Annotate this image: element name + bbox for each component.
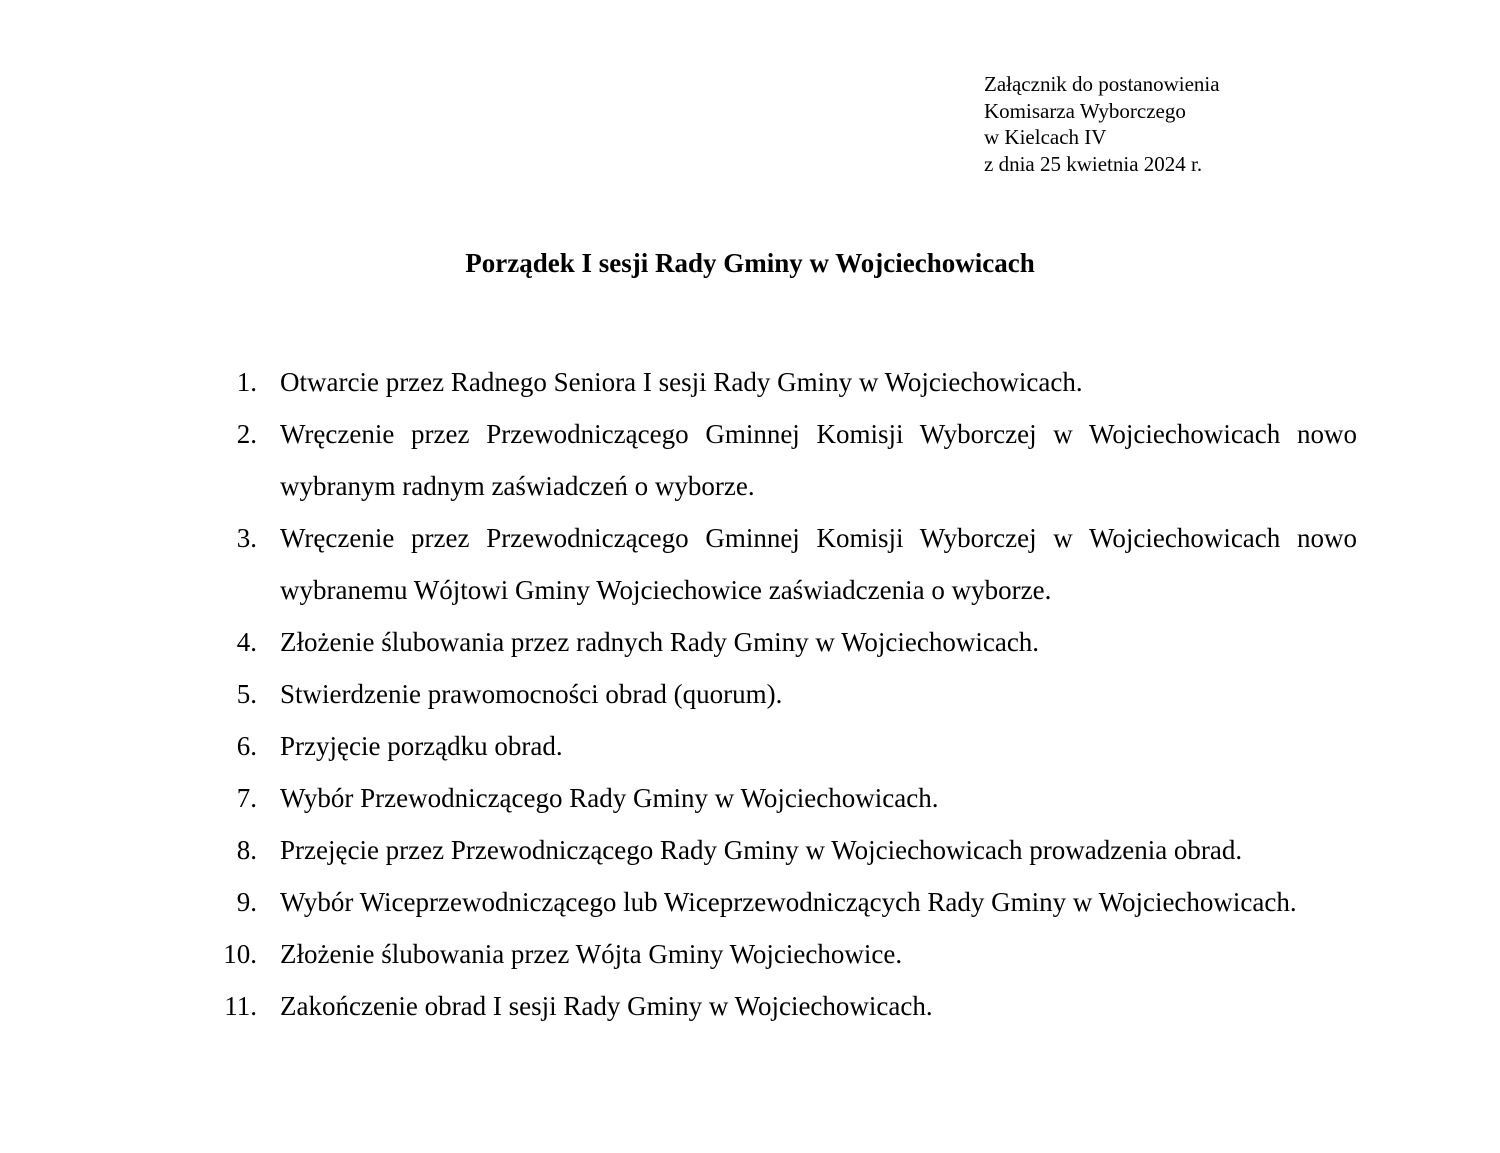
agenda-item-text: Otwarcie przez Radnego Seniora I sesji Rady Gminy w Wojciechowicach. bbox=[280, 367, 1083, 397]
agenda-item-number: 8. bbox=[236, 835, 257, 865]
agenda-item-number: 6. bbox=[236, 731, 257, 761]
agenda-item-text: Wybór Przewodniczącego Rady Gminy w Wojciechowicach. bbox=[280, 783, 939, 813]
annex-note bbox=[984, 71, 1220, 177]
agenda-item-number: 5. bbox=[236, 679, 257, 709]
agenda-item-text: Wręczenie przez Przewodniczącego Gminnej Komisji Wyborczej w Wojciechowicach nowo wybranemu Wójtowi Gminy Wojciechowice zaświadczenia o wyborze. bbox=[280, 523, 1357, 605]
annex-line: Komisarza Wyborczego bbox=[984, 98, 1186, 123]
agenda-item-text: Stwierdzenie prawomocności obrad (quorum). bbox=[280, 679, 783, 709]
agenda-item bbox=[200, 928, 1357, 980]
agenda-item-text: Złożenie ślubowania przez Wójta Gminy Wojciechowice. bbox=[280, 939, 903, 969]
agenda-item bbox=[200, 824, 1357, 876]
agenda-item-text: Zakończenie obrad I sesji Rady Gminy w Wojciechowicach. bbox=[280, 991, 933, 1021]
annex-line: Załącznik do postanowienia bbox=[984, 72, 1220, 96]
agenda-item-number: 11. bbox=[224, 991, 257, 1021]
agenda-item bbox=[200, 668, 1357, 720]
agenda-item-number: 7. bbox=[236, 783, 257, 813]
agenda-item bbox=[200, 408, 1357, 512]
annex-line: w Kielcach IV bbox=[984, 125, 1107, 149]
agenda-item-text: Przejęcie przez Przewodniczącego Rady Gminy w Wojciechowicach prowadzenia obrad. bbox=[280, 835, 1243, 865]
agenda-item-text: Wręczenie przez Przewodniczącego Gminnej Komisji Wyborczej w Wojciechowicach nowo wybranym radnym zaświadczeń o wyborze. bbox=[280, 419, 1357, 501]
agenda-item-number: 3. bbox=[236, 523, 257, 553]
agenda-item bbox=[200, 876, 1357, 928]
agenda-item bbox=[200, 720, 1357, 772]
agenda-item-text: Złożenie ślubowania przez radnych Rady Gminy w Wojciechowicach. bbox=[280, 627, 1040, 657]
agenda-item-number: 10. bbox=[223, 939, 257, 969]
document-title: Porządek I sesji Rady Gminy w Wojciechowicach bbox=[465, 248, 1035, 278]
agenda-item-number: 4. bbox=[236, 627, 257, 657]
agenda-item-number: 1. bbox=[236, 367, 257, 397]
agenda-item-text: Przyjęcie porządku obrad. bbox=[280, 731, 563, 761]
agenda-list bbox=[200, 356, 1357, 1032]
annex-line: z dnia 25 kwietnia 2024 r. bbox=[984, 151, 1203, 176]
agenda-item-number: 2. bbox=[236, 419, 257, 449]
agenda-item bbox=[200, 616, 1357, 668]
agenda-item bbox=[200, 772, 1357, 824]
agenda-item bbox=[200, 512, 1357, 616]
agenda-item bbox=[200, 356, 1357, 408]
agenda-item bbox=[200, 980, 1357, 1032]
agenda-item-text: Wybór Wiceprzewodniczącego lub Wiceprzewodniczących Rady Gminy w Wojciechowicach. bbox=[280, 887, 1297, 917]
agenda-item-number: 9. bbox=[236, 887, 257, 917]
